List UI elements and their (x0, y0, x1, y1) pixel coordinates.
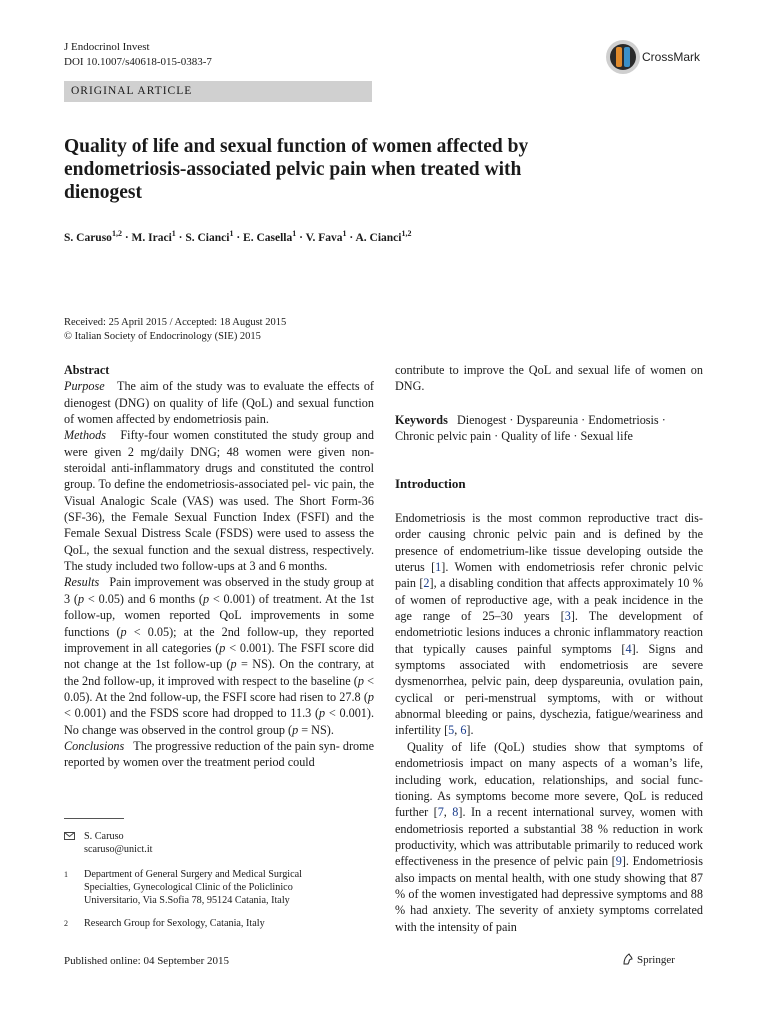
keywords-heading: Keywords (395, 413, 448, 427)
copyright: © Italian Society of Endocrinology (SIE) 2015 (64, 331, 261, 342)
contact-name: S. Caruso (84, 831, 124, 842)
publisher-logo (622, 953, 675, 966)
keywords-section (395, 412, 703, 445)
conclusions-label: Conclusions (64, 738, 125, 753)
keywords-line1: Dienogest · Dyspareunia · Endometriosis · (456, 413, 666, 427)
citation-link[interactable]: 3 (564, 609, 571, 624)
doi[interactable]: DOI 10.1007/s40618-015-0383-7 (64, 56, 212, 68)
affiliation-1: 1 Department of General Surgery and Medical Surgical Specialties, Gynecological Clinic of the Policlinico Universitario, Via S.Sofia 78, 95124 Catania, Italy (64, 869, 303, 906)
intro-paragraph-1: Endometriosis is the most common reproductive tract dis- order causing chronic pelvic pain and is defined by the presence of endometrium-like tissue developing outside the uterus [1]. Women with endometriosis refer chronic pelvic pain [2], a disabling condition that affects approximately 10 % of women of reproductive age, with a peak incidence in the age range of 25–30 years [3]. The development of endometriotic lesions induces a chronic inflammatory reaction that typically causes painful symptoms [4]. Signs and symptoms associated with endometriosis are severe dysmenorrhea, pelvic pain, deep dyspareunia, ovulation pain, cyclical or peri-menstrual symptoms, with or without abnormal bleeding or pains, dyschezia, fatigue/weariness and infertility [5, 6]. (395, 511, 704, 738)
author-name[interactable]: E. Casella$^1$ (243, 229, 297, 244)
abstract-heading: Abstract (64, 363, 110, 377)
author-list (64, 226, 411, 246)
article-dates (64, 316, 286, 344)
author-name[interactable]: V. Fava$^1$ (305, 229, 347, 244)
footnote-divider (64, 818, 124, 819)
author-affiliation: 1,2 (111, 229, 122, 238)
introduction-body (395, 510, 703, 935)
introduction-heading: Introduction (395, 476, 466, 491)
conclusions-text: The progressive reduction of the pain syn- drome reported by women over the treatment period could (64, 738, 375, 770)
envelope-icon (64, 832, 75, 840)
citation-link[interactable]: 2 (423, 576, 430, 591)
abstract-continued: contribute to improve the QoL and sexual life of women on DNG. (395, 363, 703, 394)
citation-link[interactable]: 6 (460, 723, 467, 738)
author-separator: · (296, 231, 306, 244)
author-separator: · (175, 231, 186, 244)
citation-link[interactable]: 4 (625, 641, 632, 656)
journal-name: J Endocrinol Invest (64, 41, 150, 53)
author-name[interactable]: S. Caruso$^{1,2}$ (64, 229, 122, 244)
crossmark-icon (606, 40, 640, 74)
author-affiliation: 1 (171, 229, 176, 238)
citation-link[interactable]: 8 (452, 805, 459, 820)
author-name[interactable]: S. Cianci$^1$ (185, 229, 234, 244)
intro-paragraph-2: Quality of life (QoL) studies show that symptoms of endometriosis impact on many aspects of a woman’s life, including work, education, relationships, and social func- tioning. As symptoms become more severe, QoL is reduced further [7, 8]. In a recent international survey, women with endometriosis reported a substantial 38 % reduction in work productivity, which was attributable primarily to reduced work effectiveness in the presence of pelvic pain [9]. Endometriosis also impacts on mental health, with one study showing that 87 % of the women investigated had depressive symptoms and 88 % had anxiety. The severity of anxiety symptoms correlated with the intensity of pain (395, 739, 703, 934)
publisher-name: Springer (637, 954, 675, 966)
author-affiliation: 1,2 (401, 229, 412, 238)
author-affiliation: 1 (292, 229, 297, 238)
results-paragraph: Results Pain improvement was observed in the study group at 3 (p < 0.05) and 6 months (p < 0.001) of treatment. At the 1st follow-up, women reported QoL improvements in some functions (p < 0.05); at the 2nd follow-up, they reported improvement in all categories (p < 0.001). The FSFI score did not change at the 1st follow-up (p = NS). On the contrary, at the 2nd follow-up, it improved with respect to the baseline (p < 0.05). At the 2nd follow-up, the FSFI score had risen to 27.8 (p < 0.001) and the FSDS score had dropped to 11.3 (p < 0.001). No change was observed in the control group (p = NS). (64, 575, 375, 737)
methods-label: Methods (64, 428, 106, 443)
citation-link[interactable]: 1 (435, 560, 442, 575)
springer-horse-icon (622, 953, 634, 965)
keywords-line2: Chronic pelvic pain · Quality of life · Sexual life (395, 429, 633, 444)
abstract-section (64, 362, 374, 771)
purpose-label: Purpose (64, 379, 105, 394)
article-title: Quality of life and sexual function of women affected by endometriosis-associated pelvic pain when treated with dienogest (64, 136, 529, 203)
contact-email[interactable]: scaruso@unict.it (84, 844, 153, 855)
correspondence (64, 830, 374, 856)
citation-link[interactable]: 9 (615, 854, 622, 869)
author-separator: · (346, 231, 356, 244)
published-online: Published online: 04 September 2015 (64, 955, 229, 967)
author-name[interactable]: A. Cianci$^{1,2}$ (355, 229, 412, 244)
received-accepted: Received: 25 April 2015 / Accepted: 18 August 2015 (64, 317, 287, 328)
author-affiliation: 1 (342, 229, 347, 238)
author-affiliation: 1 (229, 229, 234, 238)
article-type-banner: ORIGINAL ARTICLE (64, 81, 372, 102)
crossmark-label: CrossMark (642, 50, 701, 64)
citation-link[interactable]: 7 (437, 805, 444, 820)
methods-text: Fifty-four women constituted the study group and were given 2 mg/daily DNG; 48 women were given non-steroidal anti-inflammatory drugs and constituted the control group. To define the endometriosis-associated pel- vic pain, the Visual Analogic Scale (VAS) was used. The Short Form-36 (SF-36), the Female Sexual Function Index (FSFI) and the Female Sexual Distress Scale (FSDS) were used to assess the QoL, the sexual function and the sexual distress, respectively. The study included two follow-ups at 3 and 6 months. (64, 428, 374, 574)
affiliation-2: 2 Research Group for Sexology, Catania, Italy (64, 918, 265, 929)
purpose-text: The aim of the study was to evaluate the effects of dienogest (DNG) on quality of life (QoL) and sexual function of women affected by endometriosis pain. (64, 379, 374, 427)
author-separator: · (121, 231, 132, 244)
citation-link[interactable]: 5 (448, 723, 455, 738)
author-name[interactable]: M. Iraci$^1$ (131, 229, 176, 244)
author-separator: · (233, 231, 244, 244)
